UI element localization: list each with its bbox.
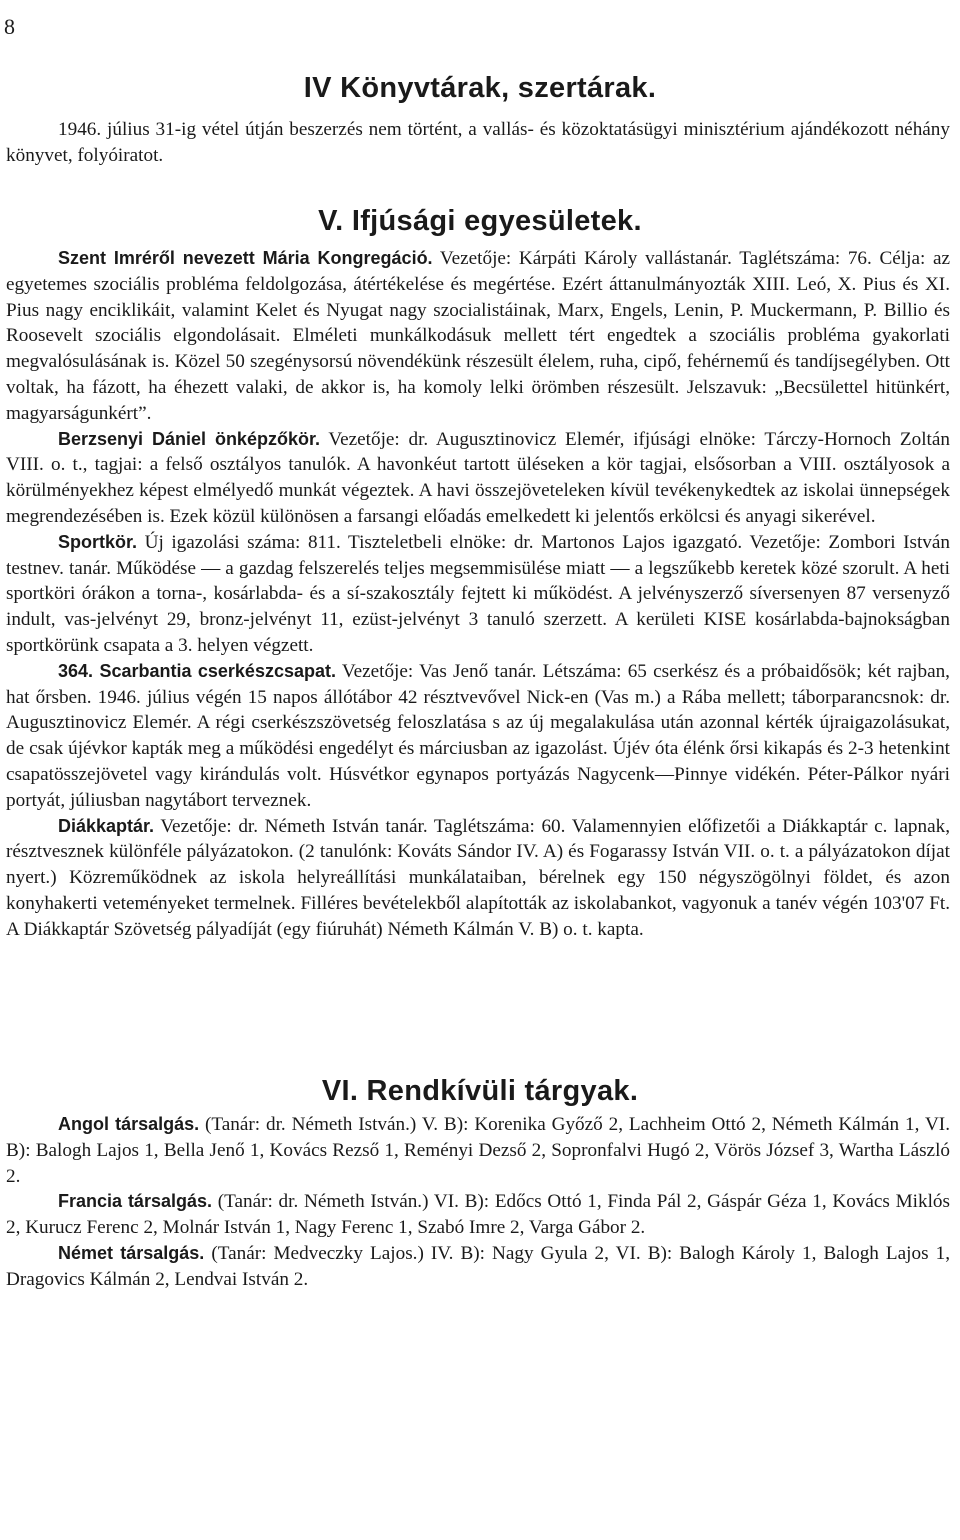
section-iv-heading: IV Könyvtárak, szertárak. xyxy=(303,72,657,104)
section-v-body xyxy=(6,246,950,943)
paragraph-lead: Diákkaptár. xyxy=(58,815,155,836)
paragraph-onkepzokor xyxy=(6,427,950,530)
paragraph-text: (Tanár: dr. Németh István.) V. B): Korenika Győző 2, Lachheim Ottó 2, Németh Kálmán 1, VI. B): Balogh Lajos 1, Bella Jenő 1, Kovács Rezső 1, Reményi Dezső 2, Sopronfalvi Hugó 2, Vörös József 3, Wartha László 2. xyxy=(6,1114,950,1187)
paragraph-francia xyxy=(6,1189,950,1241)
section-vi-body xyxy=(6,1112,950,1293)
paragraph-lead: Francia társalgás. xyxy=(58,1191,212,1212)
paragraph-text: Vezetője: Vas Jenő tanár. Létszáma: 65 cserkész és a próbaidősök; két rajban, hat őrsben. 1946. július végén 15 napos állótábor 42 résztvevővel Nick-en (Vas m.) a Rába mellett; táborparancsnok: dr. Augusztinovicz Elemér. A régi cserkészszövetség feloszlatása s az új megalakulása után azonnal kérték újraigazolásukat, de csak újévkor kapták meg a működési engedélyt és márciusban az igazolást. Újév óta élénk őrsi kikapás és 2-3 hetenkint csapatösszejövetel vagy kirándulás volt. Húsvétkor egynapos portyázás Nagycenk—Pinnye vidékén. Péter-Pálkor nyári portyát, júliusban nagytábort terveznek. xyxy=(6,660,950,811)
paragraph-kongregacio xyxy=(6,246,950,427)
paragraph-angol xyxy=(6,1112,950,1189)
section-vi-heading: VI. Rendkívüli tárgyak. xyxy=(321,1075,639,1107)
paragraph-lead: Angol társalgás. xyxy=(58,1114,200,1134)
paragraph-text: Vezetője: dr. Augusztinovicz Elemér, ifjúsági elnöke: Tárczy-Hornoch Zoltán VIII. o. t., tagjai: a felső osztályos tanulók. A havonkéut tartott üléseken a kör tagjai, elsősorban a VIII. osztályosok a körülményekhez képest elmélyedő munkát végeztek. A havi összejöveteleken kívül tevékenykedtek az iskolai ünnepségek megrendezésében is. Ezek közül különösen a farsangi előadás emelkedett ki jelentős erkölcsi és anyagi sikerével. xyxy=(6,428,950,527)
paragraph-nemet xyxy=(6,1241,950,1293)
paragraph-text: Vezetője: Kárpáti Károly vallástanár. Taglétszáma: 76. Célja: az egyetemes szociális probléma feldolgozása, átértékelése és megértése. Ezért áttanulmányozták XIII. Leó, X. Pius és XI. Pius nagy enciklikáit, valamint Kelet és Nyugat nagy szocialistáinak, Marx, Engels, Lenin, P. Muckermann, P. Billio és Roosevelt szociális elgondolásait. Elméleti munkálkodásuk mellett tért engedtek a szociális probléma gyakorlati megvalósulásának is. Közel 50 szegénysorsú növendékünk részesült élelem, ruha, cipő, fehérnemű és tandíjsegélyben. Ott voltak, ha fázott, ha éhezett valaki, de akkor is, ha komoly lelki örömben részesült. Jelszavuk: „Becsülettel hitünkért, magyarságunkért”. xyxy=(6,248,950,424)
paragraph-sportkor xyxy=(6,530,950,659)
paragraph-lead: Szent Imréről nevezett Mária Kongregáció. xyxy=(58,248,433,268)
page-number: 8 xyxy=(4,14,15,39)
section-iv-paragraph xyxy=(6,117,950,169)
paragraph-lead: Sportkör. xyxy=(58,531,138,552)
section-iv-text: 1946. július 31-ig vétel útján beszerzés nem történt, a vallás- és közoktatásügyi minisztérium ajándékozott néhány könyvet, folyóiratot. xyxy=(6,119,950,166)
paragraph-text: (Tanár: Medveczky Lajos.) IV. B): Nagy Gyula 2, VI. B): Balogh Károly 1, Balogh Lajos 1, Dragovics Kálmán 2, Lendvai István 2. xyxy=(6,1242,950,1290)
paragraph-lead: Berzsenyi Dániel önképzőkör. xyxy=(58,428,320,449)
paragraph-diakkaptar xyxy=(6,814,950,943)
paragraph-text: Új igazolási száma: 811. Tiszteletbeli elnöke: dr. Martonos Lajos igazgató. Vezetője: Zombori István testnev. tanár. Működése — a gazdag felszerelés teljes megsemmisülése miatt — a legszűkebb keretek közé szorult. A heti sportköri órákon a torna-, kosárlabda- és a sí-szakosztály fejtett ki működést. A jelvényszerző síversenyen 87 versenyző indult, vas-jelvényt 29, bronz-jelvényt 11, ezüst-jelvényt 3 tanuló szerzett. A kerületi KISE kosárlabda-bajnokságban sportkörünk csapata a 3. helyen végzett. xyxy=(6,531,950,656)
section-v-heading: V. Ifjúsági egyesületek. xyxy=(318,205,642,237)
paragraph-cserkeszcsapat xyxy=(6,659,950,814)
paragraph-lead: Német társalgás. xyxy=(58,1242,205,1263)
paragraph-text: Vezetője: dr. Németh István tanár. Taglétszáma: 60. Valamennyien előfizetői a Diákkaptár c. lapnak, résztvesznek különféle pályázatokon. (2 tanulónk: Kováts Sándor IV. A) és Fogarassy István VII. o. t. a pályázatokon díjat nyert.) Közreműködnek az iskola helyreállítási munkálataiban, bérelnek egy 150 négyszögölnyi földet, és azon konyhakerti veteményeket termelnek. Filléres bevételekből alapították az iskolabankot, vagyonuk a tanév végén 103'07 Ft. A Diákkaptár Szövetség pályadíját (egy fiúruhát) Németh Kálmán V. B) o. t. kapta. xyxy=(6,815,950,940)
section-iv-body xyxy=(6,117,950,169)
paragraph-text: (Tanár: dr. Németh István.) VI. B): Edőcs Ottó 1, Finda Pál 2, Gáspár Géza 1, Kovács Miklós 2, Kurucz Ferenc 2, Molnár István 1, Nagy Ferenc 1, Szabó Imre 2, Varga Gábor 2. xyxy=(6,1191,950,1239)
paragraph-lead: 364. Scarbantia cserkészcsapat. xyxy=(58,660,336,681)
